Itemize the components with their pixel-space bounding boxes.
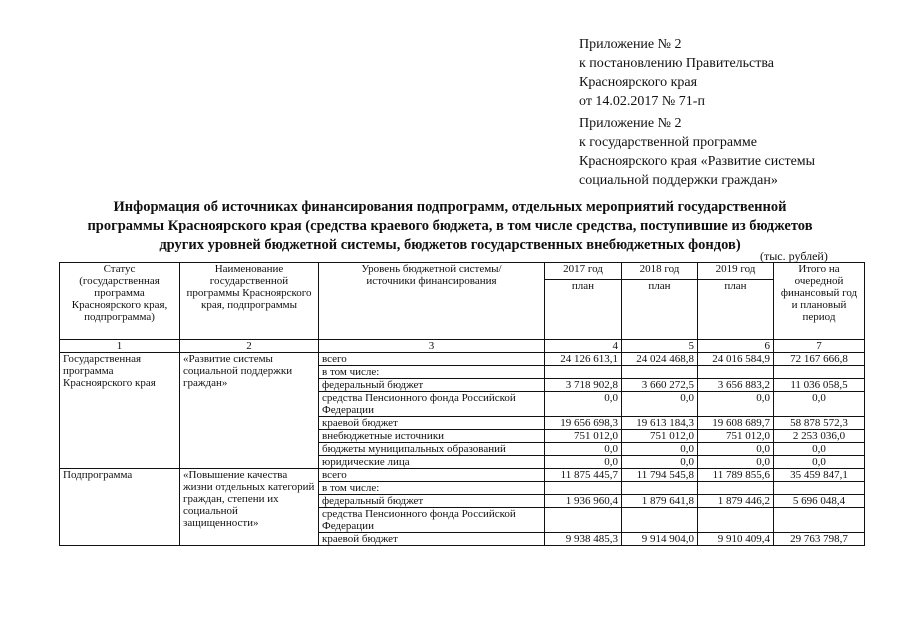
col-number: 4 [545, 340, 622, 353]
header-level: Уровень бюджетной системы/ источники финансирования [319, 263, 545, 340]
value-cell-total: 2 253 036,0 [774, 430, 865, 443]
value-cell-v2017: 9 938 485,3 [545, 533, 622, 546]
source-cell: федеральный бюджет [319, 495, 545, 508]
value-cell-total: 72 167 666,8 [774, 353, 865, 366]
value-cell-v2019: 751 012,0 [698, 430, 774, 443]
title-line: других уровней бюджетной системы, бюджетов государственных внебюджетных фондов) [159, 237, 741, 253]
value-cell-v2019: 19 608 689,7 [698, 417, 774, 430]
table-row [60, 353, 865, 366]
appendix-2-line: Красноярского края «Развитие системы [579, 154, 816, 169]
column-number-row [60, 340, 865, 353]
source-cell: внебюджетные источники [319, 430, 545, 443]
header-2019: 2019 год [698, 263, 774, 280]
value-cell-total: 0,0 [774, 443, 865, 456]
source-cell: всего [319, 353, 545, 366]
value-cell-total: 11 036 058,5 [774, 379, 865, 392]
value-cell-v2019 [698, 366, 774, 379]
value-cell-total: 58 878 572,3 [774, 417, 865, 430]
table-row [60, 469, 865, 482]
source-cell: средства Пенсионного фонда Российской Федерации [319, 508, 545, 533]
value-cell-total: 0,0 [774, 392, 865, 417]
value-cell-v2018: 24 024 468,8 [622, 353, 698, 366]
value-cell-total [774, 366, 865, 379]
header-status: Статус (государственная программа Красноярского края, подпрограмма) [60, 263, 180, 340]
title-line: программы Красноярского края (средства краевого бюджета, в том числе средства, поступившие из бюджетов [87, 218, 813, 234]
value-cell-v2019: 24 016 584,9 [698, 353, 774, 366]
source-cell: всего [319, 469, 545, 482]
value-cell-total: 29 763 798,7 [774, 533, 865, 546]
financing-table [59, 262, 865, 546]
value-cell-total [774, 508, 865, 533]
status-cell: Государственная программа Красноярского края [60, 353, 180, 469]
value-cell-v2018: 19 613 184,3 [622, 417, 698, 430]
value-cell-v2017: 19 656 698,3 [545, 417, 622, 430]
value-cell-v2017: 1 936 960,4 [545, 495, 622, 508]
appendix-2-line: Приложение № 2 [579, 116, 682, 131]
header-name: Наименование государственной программы Красноярского края, подпрограммы [180, 263, 319, 340]
value-cell-v2017 [545, 508, 622, 533]
value-cell-v2018 [622, 508, 698, 533]
value-cell-v2017: 24 126 613,1 [545, 353, 622, 366]
value-cell-v2019: 0,0 [698, 443, 774, 456]
value-cell-v2017 [545, 366, 622, 379]
source-cell: краевой бюджет [319, 533, 545, 546]
col-number: 1 [60, 340, 180, 353]
name-cell: «Развитие системы социальной поддержки граждан» [180, 353, 319, 469]
value-cell-v2018 [622, 366, 698, 379]
source-cell: бюджеты муниципальных образований [319, 443, 545, 456]
appendix-1-line: от 14.02.2017 № 71-п [579, 94, 705, 109]
header-total: Итого на очередной финансовый год и плановый период [774, 263, 865, 340]
value-cell-v2019 [698, 482, 774, 495]
source-cell: федеральный бюджет [319, 379, 545, 392]
col-number: 5 [622, 340, 698, 353]
header-2017: 2017 год [545, 263, 622, 280]
value-cell-v2018: 9 914 904,0 [622, 533, 698, 546]
appendix-1-line: к постановлению Правительства [579, 56, 775, 71]
value-cell-v2017 [545, 482, 622, 495]
appendix-2-line: социальной поддержки граждан» [579, 173, 778, 188]
name-cell: «Повышение качества жизни отдельных категорий граждан, степени их социальной защищенности» [180, 469, 319, 546]
value-cell-total: 0,0 [774, 456, 865, 469]
value-cell-v2019 [698, 508, 774, 533]
col-number: 2 [180, 340, 319, 353]
document-title [40, 198, 860, 255]
appendix-1-line: Красноярского края [579, 75, 698, 90]
header-plan-2018: план [622, 280, 698, 340]
col-number: 6 [698, 340, 774, 353]
units-label: (тыс. рублей) [760, 249, 828, 263]
value-cell-v2018: 0,0 [622, 392, 698, 417]
value-cell-v2018: 3 660 272,5 [622, 379, 698, 392]
status-cell: Подпрограмма [60, 469, 180, 546]
value-cell-v2019: 9 910 409,4 [698, 533, 774, 546]
header-2018: 2018 год [622, 263, 698, 280]
value-cell-total: 35 459 847,1 [774, 469, 865, 482]
source-cell: в том числе: [319, 482, 545, 495]
value-cell-v2019: 3 656 883,2 [698, 379, 774, 392]
value-cell-v2017: 0,0 [545, 456, 622, 469]
value-cell-v2018: 0,0 [622, 456, 698, 469]
col-number: 3 [319, 340, 545, 353]
value-cell-v2019: 11 789 855,6 [698, 469, 774, 482]
value-cell-v2019: 0,0 [698, 456, 774, 469]
value-cell-v2017: 3 718 902,8 [545, 379, 622, 392]
source-cell: юридические лица [319, 456, 545, 469]
header-row [60, 263, 865, 280]
col-number: 7 [774, 340, 865, 353]
header-plan-2019: план [698, 280, 774, 340]
appendix-2-block [579, 114, 815, 190]
value-cell-v2018 [622, 482, 698, 495]
value-cell-v2018: 1 879 641,8 [622, 495, 698, 508]
value-cell-total [774, 482, 865, 495]
appendix-2-line: к государственной программе [579, 135, 757, 150]
header-plan-2017: план [545, 280, 622, 340]
value-cell-total: 5 696 048,4 [774, 495, 865, 508]
source-cell: в том числе: [319, 366, 545, 379]
value-cell-v2018: 0,0 [622, 443, 698, 456]
value-cell-v2017: 11 875 445,7 [545, 469, 622, 482]
value-cell-v2019: 1 879 446,2 [698, 495, 774, 508]
appendix-1-block [579, 35, 774, 111]
value-cell-v2018: 751 012,0 [622, 430, 698, 443]
value-cell-v2017: 0,0 [545, 443, 622, 456]
appendix-1-line: Приложение № 2 [579, 37, 682, 52]
value-cell-v2019: 0,0 [698, 392, 774, 417]
value-cell-v2017: 751 012,0 [545, 430, 622, 443]
source-cell: краевой бюджет [319, 417, 545, 430]
title-line: Информация об источниках финансирования подпрограмм, отдельных мероприятий государственной [113, 199, 787, 215]
value-cell-v2017: 0,0 [545, 392, 622, 417]
source-cell: средства Пенсионного фонда Российской Федерации [319, 392, 545, 417]
value-cell-v2018: 11 794 545,8 [622, 469, 698, 482]
